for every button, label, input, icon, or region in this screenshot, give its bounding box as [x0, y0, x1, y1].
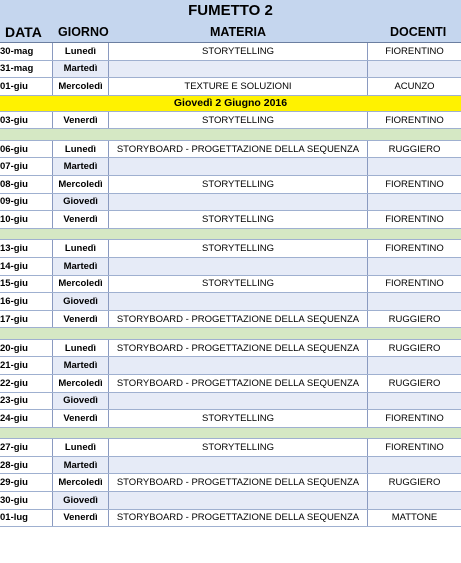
subject-cell: STORYBOARD - PROGETTAZIONE DELLA SEQUENZA	[109, 474, 368, 492]
schedule-row	[0, 410, 461, 428]
teacher-cell: FIORENTINO	[368, 439, 461, 457]
schedule-row	[0, 78, 461, 96]
date-cell: 03-giu	[0, 111, 53, 129]
date-cell: 08-giu	[0, 176, 53, 194]
schedule-row	[0, 392, 461, 410]
teacher-cell	[368, 60, 461, 78]
day-cell: Lunedì	[53, 439, 109, 457]
schedule-row	[0, 293, 461, 311]
schedule-row	[0, 158, 461, 176]
teacher-cell: RUGGIERO	[368, 339, 461, 357]
schedule-row	[0, 339, 461, 357]
sheet-title: FUMETTO 2	[188, 2, 273, 19]
subject-cell: STORYTELLING	[109, 43, 368, 60]
teacher-cell	[368, 193, 461, 211]
schedule-row	[0, 257, 461, 275]
day-cell: Venerdì	[53, 310, 109, 328]
week-separator	[0, 427, 461, 439]
teacher-cell: FIORENTINO	[368, 43, 461, 60]
subject-cell: STORYTELLING	[109, 410, 368, 428]
schedule-row	[0, 240, 461, 258]
teacher-cell: FIORENTINO	[368, 176, 461, 194]
date-cell: 06-giu	[0, 140, 53, 158]
day-cell: Venerdì	[53, 211, 109, 229]
subject-cell: STORYTELLING	[109, 439, 368, 457]
schedule-row	[0, 193, 461, 211]
schedule-row	[0, 43, 461, 60]
date-cell: 23-giu	[0, 392, 53, 410]
subject-cell: TEXTURE E SOLUZIONI	[109, 78, 368, 96]
date-cell: 15-giu	[0, 275, 53, 293]
subject-cell	[109, 193, 368, 211]
header-docenti: DOCENTI	[390, 25, 447, 39]
subject-cell	[109, 293, 368, 311]
teacher-cell: FIORENTINO	[368, 275, 461, 293]
teacher-cell: FIORENTINO	[368, 111, 461, 129]
date-cell: 29-giu	[0, 474, 53, 492]
day-cell: Venerdì	[53, 509, 109, 527]
date-cell: 13-giu	[0, 240, 53, 258]
date-cell: 31-mag	[0, 60, 53, 78]
date-cell: 01-lug	[0, 509, 53, 527]
date-cell: 16-giu	[0, 293, 53, 311]
date-cell: 21-giu	[0, 357, 53, 375]
subject-cell: STORYBOARD - PROGETTAZIONE DELLA SEQUENZA	[109, 339, 368, 357]
subject-cell: STORYTELLING	[109, 275, 368, 293]
teacher-cell: RUGGIERO	[368, 474, 461, 492]
date-cell: 17-giu	[0, 310, 53, 328]
day-cell: Lunedì	[53, 43, 109, 60]
teacher-cell	[368, 392, 461, 410]
day-cell: Martedì	[53, 456, 109, 474]
day-cell: Lunedì	[53, 339, 109, 357]
subject-cell: STORYTELLING	[109, 176, 368, 194]
subject-cell: STORYBOARD - PROGETTAZIONE DELLA SEQUENZA	[109, 509, 368, 527]
subject-cell	[109, 357, 368, 375]
day-cell: Giovedì	[53, 392, 109, 410]
schedule-row	[0, 439, 461, 457]
subject-cell: STORYTELLING	[109, 211, 368, 229]
teacher-cell: FIORENTINO	[368, 211, 461, 229]
subject-cell: STORYBOARD - PROGETTAZIONE DELLA SEQUENZA	[109, 140, 368, 158]
schedule-row	[0, 474, 461, 492]
schedule-row	[0, 492, 461, 510]
teacher-cell	[368, 293, 461, 311]
subject-cell	[109, 158, 368, 176]
header-materia: MATERIA	[210, 25, 267, 39]
date-cell: 30-mag	[0, 43, 53, 60]
teacher-cell	[368, 257, 461, 275]
date-cell: 14-giu	[0, 257, 53, 275]
day-cell: Giovedì	[53, 193, 109, 211]
holiday-banner-text: Giovedì 2 Giugno 2016	[0, 95, 461, 111]
day-cell: Mercoledì	[53, 375, 109, 393]
date-cell: 24-giu	[0, 410, 53, 428]
subject-cell	[109, 456, 368, 474]
header-data: DATA	[5, 24, 42, 40]
holiday-banner	[0, 95, 461, 111]
header-giorno: GIORNO	[58, 25, 109, 39]
schedule-row	[0, 176, 461, 194]
day-cell: Martedì	[53, 158, 109, 176]
day-cell: Venerdì	[53, 410, 109, 428]
header-band	[0, 0, 461, 43]
teacher-cell: FIORENTINO	[368, 240, 461, 258]
date-cell: 10-giu	[0, 211, 53, 229]
separator-cell	[0, 328, 461, 340]
schedule-table	[0, 43, 461, 527]
week-separator	[0, 328, 461, 340]
date-cell: 27-giu	[0, 439, 53, 457]
week-separator	[0, 228, 461, 240]
schedule-row	[0, 111, 461, 129]
subject-cell: STORYBOARD - PROGETTAZIONE DELLA SEQUENZA	[109, 375, 368, 393]
teacher-cell: FIORENTINO	[368, 410, 461, 428]
date-cell: 09-giu	[0, 193, 53, 211]
teacher-cell: RUGGIERO	[368, 140, 461, 158]
schedule-row	[0, 456, 461, 474]
day-cell: Mercoledì	[53, 474, 109, 492]
subject-cell	[109, 257, 368, 275]
date-cell: 01-giu	[0, 78, 53, 96]
subject-cell	[109, 392, 368, 410]
schedule-row	[0, 375, 461, 393]
subject-cell: STORYTELLING	[109, 111, 368, 129]
subject-cell	[109, 492, 368, 510]
date-cell: 30-giu	[0, 492, 53, 510]
day-cell: Giovedì	[53, 492, 109, 510]
subject-cell: STORYBOARD - PROGETTAZIONE DELLA SEQUENZA	[109, 310, 368, 328]
separator-cell	[0, 129, 461, 141]
schedule-row	[0, 60, 461, 78]
date-cell: 20-giu	[0, 339, 53, 357]
date-cell: 07-giu	[0, 158, 53, 176]
date-cell: 28-giu	[0, 456, 53, 474]
schedule-row	[0, 509, 461, 527]
teacher-cell	[368, 357, 461, 375]
schedule-row	[0, 310, 461, 328]
teacher-cell: RUGGIERO	[368, 310, 461, 328]
schedule-row	[0, 211, 461, 229]
day-cell: Mercoledì	[53, 78, 109, 96]
day-cell: Martedì	[53, 257, 109, 275]
day-cell: Martedì	[53, 60, 109, 78]
day-cell: Mercoledì	[53, 176, 109, 194]
teacher-cell: MATTONE	[368, 509, 461, 527]
separator-cell	[0, 228, 461, 240]
date-cell: 22-giu	[0, 375, 53, 393]
schedule-row	[0, 357, 461, 375]
schedule-row	[0, 275, 461, 293]
teacher-cell	[368, 492, 461, 510]
teacher-cell: ACUNZO	[368, 78, 461, 96]
schedule-row	[0, 140, 461, 158]
day-cell: Martedì	[53, 357, 109, 375]
teacher-cell: RUGGIERO	[368, 375, 461, 393]
day-cell: Giovedì	[53, 293, 109, 311]
subject-cell	[109, 60, 368, 78]
day-cell: Lunedì	[53, 240, 109, 258]
day-cell: Venerdì	[53, 111, 109, 129]
day-cell: Mercoledì	[53, 275, 109, 293]
teacher-cell	[368, 158, 461, 176]
subject-cell: STORYTELLING	[109, 240, 368, 258]
week-separator	[0, 129, 461, 141]
separator-cell	[0, 427, 461, 439]
teacher-cell	[368, 456, 461, 474]
day-cell: Lunedì	[53, 140, 109, 158]
